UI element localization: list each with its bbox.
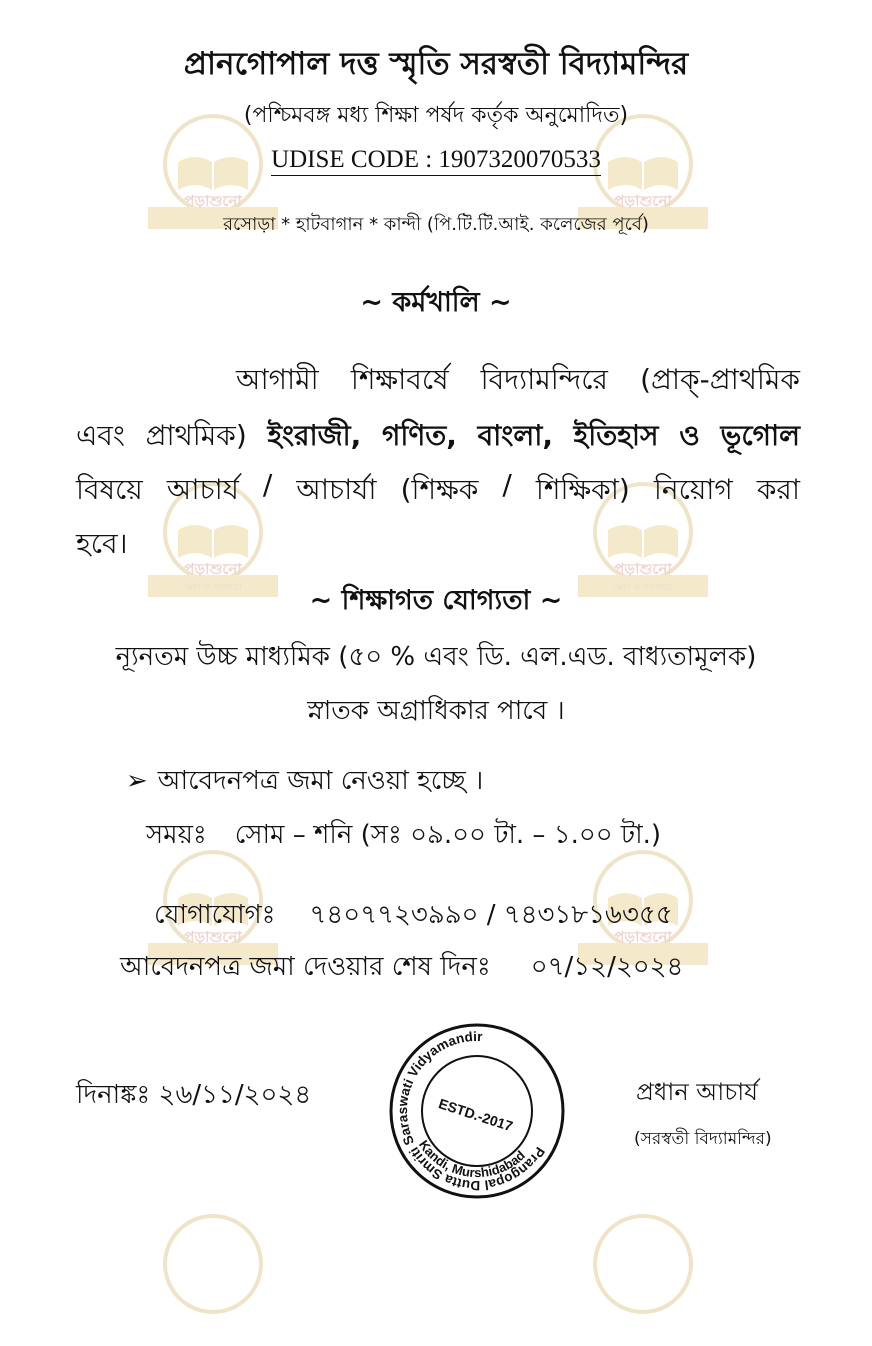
deadline — [120, 946, 683, 990]
subject: ইতিহাস — [573, 419, 659, 452]
word: (প্রাক্-প্রাথমিক — [640, 363, 800, 396]
subject: বাংলা, — [477, 419, 553, 452]
word: বিষয়ে — [76, 473, 143, 506]
watermark-label: পড়াশুনো — [614, 928, 672, 946]
word: আচার্যা — [296, 473, 377, 506]
arrow-bullet-icon: ➢ — [126, 766, 148, 796]
issue-date: দিনাঙ্কঃ ২৬/১১/২০২৪ — [76, 1080, 312, 1110]
contact-label: যোগাযোগঃ — [154, 900, 276, 930]
word: এবং — [76, 419, 125, 452]
subject: ও — [679, 419, 700, 452]
stamp-bottom-text: Kandi, Murshidabad — [416, 1137, 528, 1181]
watermark-label: পড়াশুনো — [184, 192, 242, 210]
word: করা — [756, 473, 800, 506]
vacancy-heading: ~ কর্মখালি ~ — [360, 287, 512, 318]
time-value: সোম – শনি (সঃ ০৯.০০ টা. – ১.০০ টা.) — [234, 820, 662, 850]
udise-code-text: UDISE CODE : 1907320070533 — [271, 146, 601, 176]
stamp-center-text: ESTD.-2017 — [436, 1095, 515, 1135]
word: / — [502, 468, 512, 501]
application-notice — [126, 760, 483, 804]
word: আচার্য — [166, 473, 239, 506]
watermark-label: পড়াশুনো — [614, 192, 672, 210]
word: আগামী — [236, 363, 319, 396]
qualification-heading: ~ শিক্ষাগত যোগ্যতা ~ — [309, 585, 563, 616]
notice-text: আবেদনপত্র জমা নেওয়া হচ্ছে । — [157, 766, 484, 796]
subject: গণিত, — [381, 419, 457, 452]
word: শিক্ষিকা) — [535, 473, 630, 506]
vacancy-line-2 — [76, 414, 800, 461]
word: বিদ্যামন্দিরে — [480, 363, 608, 396]
vacancy-line-4: হবে। — [76, 527, 128, 560]
watermark-label: পড়াশুনো — [184, 560, 242, 578]
word: শিক্ষাবর্ষে — [350, 363, 449, 396]
udise-code — [0, 146, 872, 174]
vacancy-line-3 — [76, 468, 800, 515]
subject: ভূগোল — [720, 419, 800, 452]
time-label: সময়ঃ — [146, 820, 207, 850]
qualification-line-1: ন্যূনতম উচ্চ মাধ্যমিক (৫০ % এবং ডি. এল.এড. বাধ্যতামূলক) — [115, 642, 757, 672]
contact-value: ৭৪০৭৭২৩৯৯০ / ৭৪৩১৮১৬৩৫৫ — [309, 900, 673, 930]
word: নিয়োগ — [653, 473, 733, 506]
stamp-ring-text: Prangopal Dutta Smriti Saraswati Vidyamandir — [394, 1028, 548, 1194]
timing — [146, 814, 661, 858]
signatory-org: (সরস্বতী বিদ্যামন্দির) — [634, 1129, 772, 1149]
school-stamp — [388, 1022, 566, 1200]
word: (শিক্ষক — [400, 473, 479, 506]
contact — [154, 894, 673, 938]
word: / — [262, 468, 273, 501]
watermark-logo — [148, 1212, 278, 1342]
watermark-label: পড়াশুনো — [184, 928, 242, 946]
affiliation: (পশ্চিমবঙ্গ মধ্য শিক্ষা পর্ষদ কর্তৃক অনুমোদিত) — [243, 103, 629, 128]
watermark-sub: জ্ঞান ও সফলতা — [184, 583, 242, 593]
signatory-title: প্রধান আচার্য — [636, 1078, 759, 1106]
school-name: প্রানগোপাল দত্ত স্মৃতি সরস্বতী বিদ্যামন্দির — [183, 46, 689, 82]
subject: ইংরাজী, — [267, 419, 362, 452]
vacancy-line-1 — [236, 358, 800, 405]
watermark-sub: জ্ঞান ও সফলতা — [614, 583, 672, 593]
watermark-logo — [578, 1212, 708, 1342]
deadline-value: ০৭/১২/২০২৪ — [530, 952, 684, 982]
word: প্রাথমিক) — [145, 419, 247, 452]
qualification-line-2: স্নাতক অগ্রাধিকার পাবে । — [307, 696, 565, 726]
deadline-label: আবেদনপত্র জমা দেওয়ার শেষ দিনঃ — [120, 952, 491, 982]
watermark-label: পড়াশুনো — [614, 560, 672, 578]
address: রসোড়া * হাটবাগান * কান্দী (পি.টি.টি.আই. কলেজের পূর্বে) — [223, 214, 649, 235]
